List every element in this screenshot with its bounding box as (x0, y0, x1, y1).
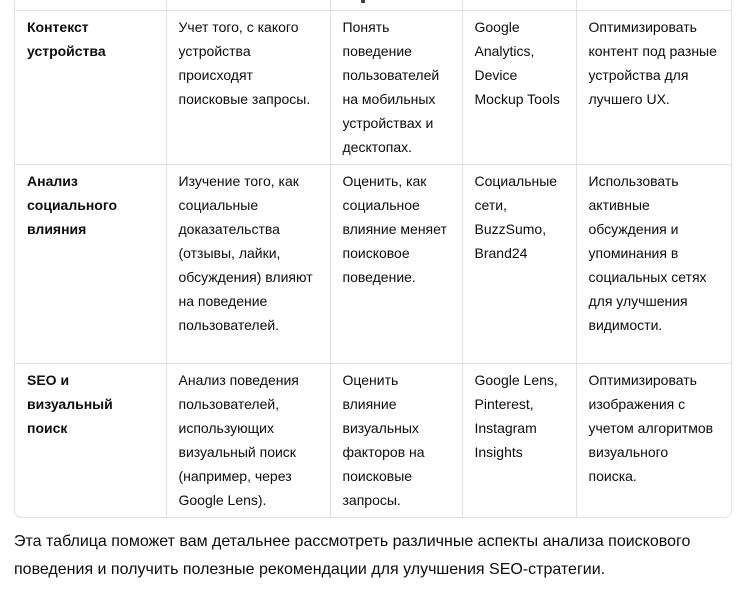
table-cell (576, 0, 731, 10)
row-header-visual-search: SEO и визуальный поиск (15, 363, 166, 517)
cell-description: Учет того, с какого устройства происходят поисковые запросы. (166, 10, 330, 164)
cell-goal: Понять поведение пользователей на мобильных устройствах и десктопах. (330, 10, 462, 164)
table-row (15, 363, 731, 517)
row-header-device-context: Контекст устройства (15, 10, 166, 164)
cell-goal: Оценить влияние визуальных факторов на поисковые запросы. (330, 363, 462, 517)
table-cell (166, 0, 330, 10)
cell-tools: Google Analytics, Device Mockup Tools (462, 10, 576, 164)
cell-tools: Социальные сети, BuzzSumo, Brand24 (462, 164, 576, 363)
cell-description: Изучение того, как социальные доказательства (отзывы, лайки, обсуждения) влияют на поведение пользователей. (166, 164, 330, 363)
cell-goal: Оценить, как социальное влияние меняет поисковое поведение. (330, 164, 462, 363)
clipped-text-fragment (361, 0, 365, 3)
cell-recommendation: Оптимизировать изображения с учетом алгоритмов визуального поиска. (576, 363, 731, 517)
cell-recommendation: Оптимизировать контент под разные устройства для лучшего UX. (576, 10, 731, 164)
table-cell (15, 0, 166, 10)
table-row-clipped (15, 0, 731, 10)
cell-recommendation: Использовать активные обсуждения и упоминания в социальных сетях для улучшения видимости. (576, 164, 731, 363)
row-header-social-influence: Анализ социального влияния (15, 164, 166, 363)
seo-analysis-table (14, 0, 732, 518)
table-row (15, 10, 731, 164)
table-cell (330, 0, 462, 10)
closing-paragraph: Эта таблица поможет вам детальнее рассмотреть различные аспекты анализа поискового поведения и получить полезные рекомендации для улучшения SEO-стратегии. (14, 533, 691, 578)
cell-description: Анализ поведения пользователей, использующих визуальный поиск (например, через Google Lens). (166, 363, 330, 517)
table-row (15, 164, 731, 363)
cell-tools: Google Lens, Pinterest, Instagram Insights (462, 363, 576, 517)
table-cell (462, 0, 576, 10)
table (15, 0, 731, 517)
